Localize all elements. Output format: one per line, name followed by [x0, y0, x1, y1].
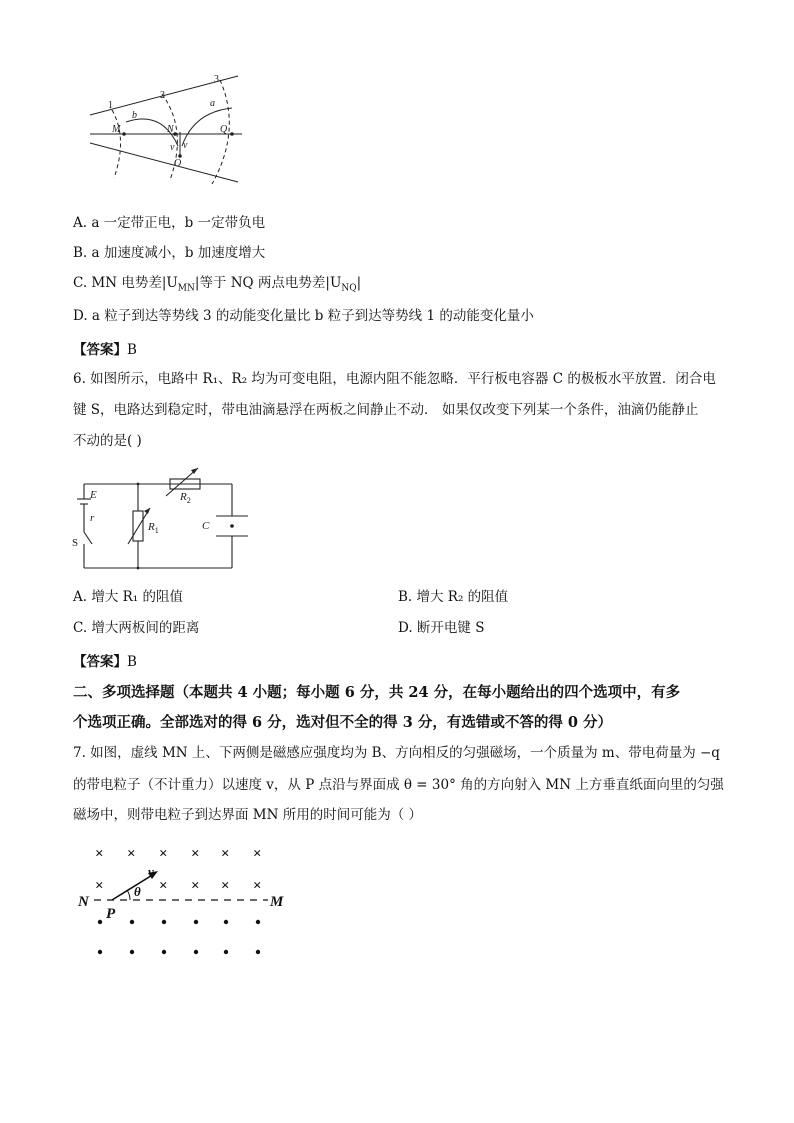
- field-dot: [256, 950, 260, 954]
- field-cross: ×: [95, 846, 104, 862]
- field-cross: ×: [221, 846, 230, 862]
- resistor-r1: [133, 511, 143, 541]
- field-dots-row1: [98, 920, 260, 924]
- field-crosses-row2: [95, 878, 262, 894]
- theta-arc: [127, 890, 130, 900]
- field-dot: [194, 920, 198, 924]
- q5-answer-label: 【答案】: [73, 342, 127, 358]
- q6-stem-line1: 6. 如图所示，电路中 R₁、R₂ 均为可变电阻，电源内阻不能忽略．平行板电容器 C 的极板水平放置．闭合电: [73, 371, 716, 387]
- field-cross: ×: [159, 846, 168, 862]
- label-R2: $R_2$: [180, 491, 191, 505]
- q5-option-c-text2: |等于 NQ 两点电势差|U: [194, 275, 342, 291]
- label-a: a: [210, 98, 215, 109]
- field-cross: ×: [221, 878, 230, 894]
- equipotential-1: [112, 110, 121, 178]
- label-v: v: [148, 864, 154, 879]
- field-cross: ×: [95, 878, 104, 894]
- label-C: C: [202, 520, 210, 532]
- q6-option-c: C. 增大两板间的距离: [73, 620, 200, 636]
- label-R1: $R_1$: [148, 521, 159, 535]
- field-dot: [194, 950, 198, 954]
- q6-stem-line2: 键 S，电路达到稳定时，带电油滴悬浮在两板之间静止不动． 如果仅改变下列某一个条件，油滴仍能静止: [73, 402, 699, 418]
- q6-circuit-figure: [70, 464, 255, 582]
- label-S: S: [72, 537, 79, 549]
- point-Q: [230, 132, 234, 136]
- label-m: M: [270, 894, 284, 910]
- q5-option-c-sub1: MN: [177, 283, 195, 294]
- field-dots-row2: [98, 950, 260, 954]
- field-cross: ×: [191, 878, 200, 894]
- field-cross: ×: [191, 846, 200, 862]
- field-cross: ×: [253, 878, 262, 894]
- label-v2: v: [183, 140, 188, 151]
- label-3: 3: [214, 74, 219, 85]
- point-M: [122, 132, 126, 136]
- label-2: 2: [160, 90, 165, 101]
- q6-answer-value: B: [127, 654, 137, 670]
- q6-answer-label: 【答案】: [73, 654, 127, 670]
- label-E: E: [90, 489, 97, 501]
- q5-option-c-text3: |: [356, 275, 362, 291]
- field-dot: [162, 950, 166, 954]
- field-cross: ×: [127, 846, 136, 862]
- field-dot: [162, 920, 166, 924]
- q6-option-b: B. 增大 R₂ 的阻值: [398, 589, 509, 605]
- field-dot: [224, 920, 228, 924]
- q6-option-d: D. 断开电键 S: [398, 620, 485, 636]
- field-cross: ×: [253, 846, 262, 862]
- label-n: N: [78, 894, 89, 910]
- label-p: P: [106, 906, 116, 922]
- q5-option-d: D. a 粒子到达等势线 3 的动能变化量比 b 粒子到达等势线 1 的动能变化量小: [73, 308, 534, 324]
- label-N: N: [167, 124, 174, 135]
- q7-stem-line2: 的带电粒子（不计重力）以速度 v，从 P 点沿与界面成 θ = 30° 角的方向射入 MN 上方垂直纸面向里的匀强: [73, 777, 724, 793]
- label-r: r: [90, 512, 95, 524]
- q5-option-c: [73, 274, 361, 298]
- label-theta: θ: [134, 884, 141, 899]
- q5-equipotential-figure: [84, 70, 244, 188]
- q6-stem-line3: 不动的是( ): [73, 433, 142, 449]
- field-dot: [224, 950, 228, 954]
- q7-magnetic-field-figure: [74, 838, 294, 962]
- field-dot: [98, 920, 102, 924]
- q6-answer: [73, 650, 137, 670]
- field-cross: ×: [159, 878, 168, 894]
- label-v1: v: [170, 142, 175, 153]
- q5-option-c-sub2: NQ: [341, 283, 357, 294]
- q6-option-a: A. 增大 R₁ 的阻值: [73, 589, 183, 605]
- q5-option-c-text1: C. MN 电势差|U: [73, 275, 178, 291]
- section2-heading-line2: 个选项正确。全部选对的得 6 分，选对但不全的得 3 分，有选错或不答的得 0 分）: [73, 714, 613, 731]
- field-dot: [98, 950, 102, 954]
- label-O: O: [174, 158, 182, 169]
- q7-stem-line3: 磁场中，则带电粒子到达界面 MN 所用的时间可能为（ ）: [73, 807, 423, 823]
- q5-option-a: A. a 一定带正电，b 一定带负电: [73, 215, 266, 231]
- switch-blade: [84, 532, 92, 544]
- point-N: [173, 132, 177, 136]
- label-b: b: [132, 110, 137, 121]
- label-M: M: [112, 124, 121, 135]
- field-dot: [130, 920, 134, 924]
- q7-stem-line1: 7. 如图，虚线 MN 上、下两侧是磁感应强度均为 B、方向相反的匀强磁场，一个质量为 m、带电荷量为 −q: [73, 745, 720, 761]
- label-Q: Q: [220, 124, 228, 135]
- field-crosses-row1: [95, 846, 262, 862]
- label-1: 1: [108, 100, 113, 111]
- q5-option-b: B. a 加速度减小，b 加速度增大: [73, 245, 266, 261]
- section2-heading-line1: 二、多项选择题（本题共 4 小题；每小题 6 分，共 24 分，在每小题给出的四个选项中，有多: [73, 684, 681, 701]
- field-dot: [256, 920, 260, 924]
- oil-droplet: [230, 524, 234, 528]
- q5-answer: [73, 338, 137, 358]
- field-dot: [130, 950, 134, 954]
- r1-variable-arrow: [128, 508, 150, 544]
- q5-answer-value: B: [127, 342, 137, 358]
